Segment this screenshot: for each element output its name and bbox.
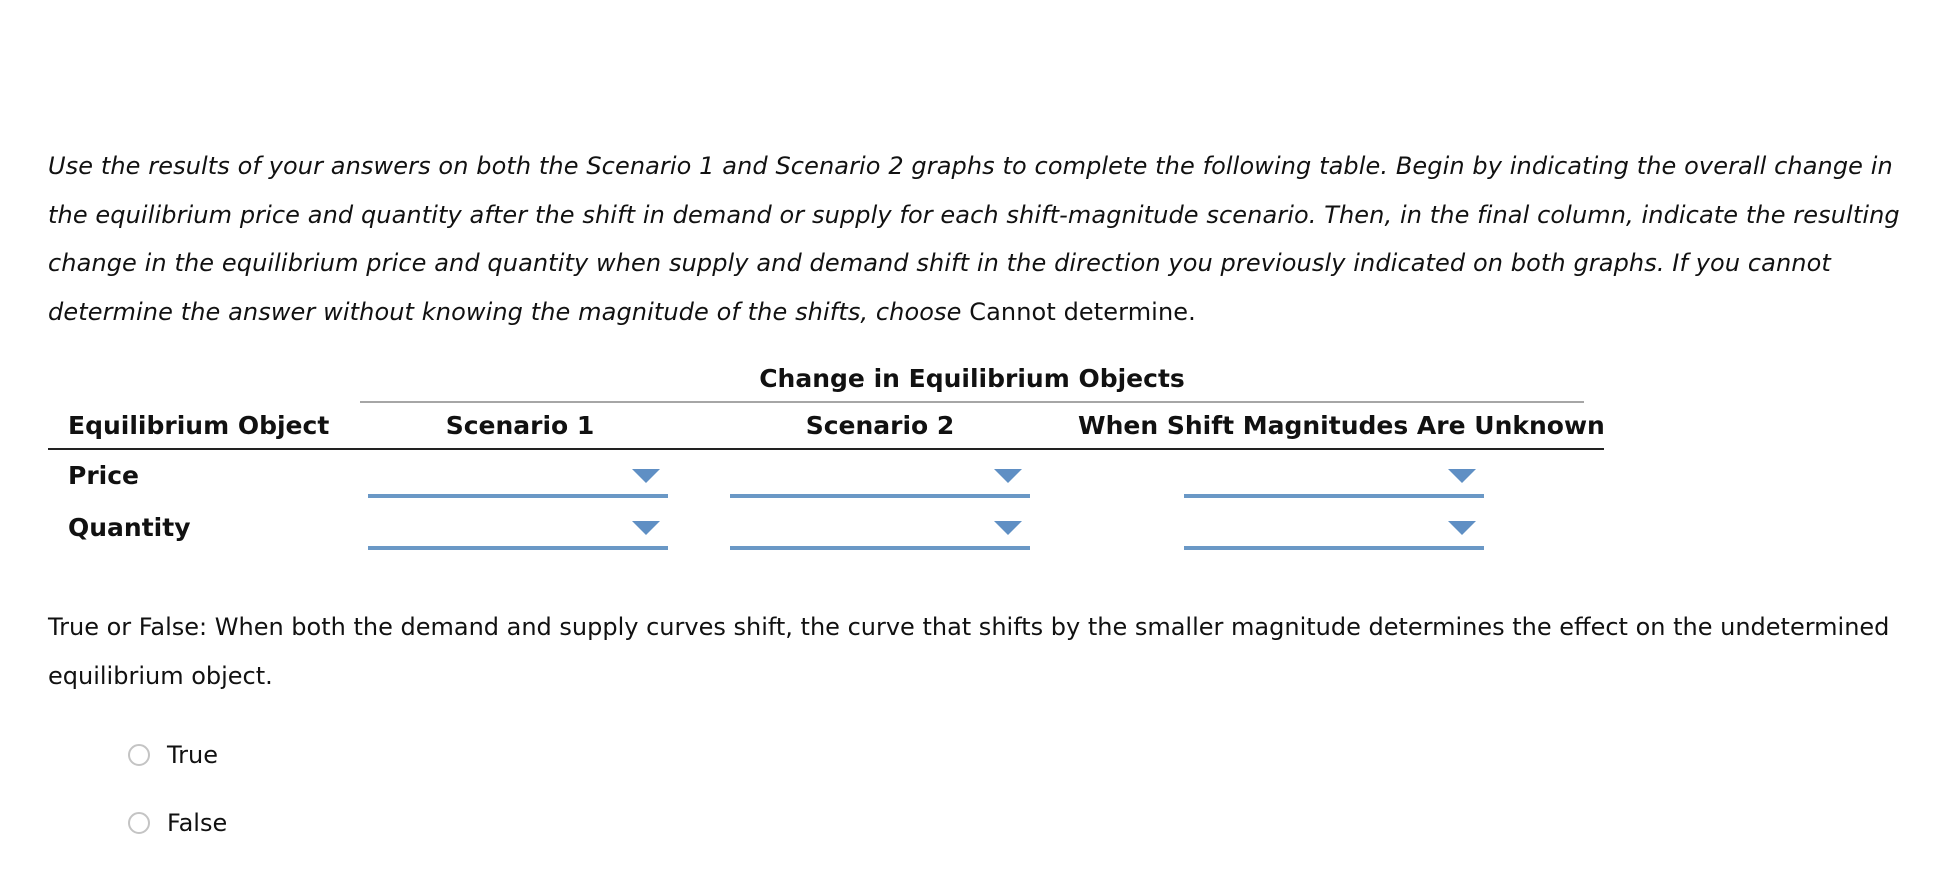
triangle-down-icon: [1448, 469, 1476, 483]
price-scenario-1-dropdown[interactable]: [368, 460, 668, 498]
quantity-scenario-2-dropdown[interactable]: [730, 512, 1030, 550]
option-false[interactable]: [128, 809, 227, 837]
radio-circle-icon[interactable]: [128, 812, 150, 834]
triangle-down-icon: [632, 521, 660, 535]
price-unknown-dropdown[interactable]: [1184, 460, 1484, 498]
equilibrium-table: [48, 0, 1608, 560]
triangle-down-icon: [1448, 521, 1476, 535]
column-header-unknown-magnitudes: When Shift Magnitudes Are Unknown: [1078, 411, 1605, 440]
instructions-italic-text: Use the results of your answers on both the Scenario 1 and Scenario 2 graphs to complete the following table. Begin by indicating the overall change in the equilibrium price and quantity after the shift in demand or supply for each shift-magnitude scenario. Then, in the final column, indicate the resulting change in the equilibrium price and quantity when supply and demand shift in the direction you previously indicated on both graphs. If you cannot determine the answer without knowing the magnitude of the shifts, choose: [48, 152, 1900, 326]
group-header-rule: [360, 401, 1584, 403]
radio-circle-icon[interactable]: [128, 744, 150, 766]
cannot-determine-term: Cannot determine: [969, 297, 1189, 326]
price-scenario-2-dropdown[interactable]: [730, 460, 1030, 498]
true-false-question: True or False: When both the demand and supply curves shift, the curve that shifts by the smaller magnitude determines the effect on the undetermined equilibrium object.: [48, 613, 1890, 690]
option-false-label: False: [167, 809, 228, 837]
triangle-down-icon: [994, 469, 1022, 483]
group-header: Change in Equilibrium Objects: [759, 364, 1185, 393]
option-true-label: True: [167, 741, 218, 769]
option-true[interactable]: [128, 741, 218, 769]
row-label-price: Price: [68, 461, 139, 490]
instructions-end-punct: .: [1188, 297, 1196, 326]
row-label-quantity: Quantity: [68, 513, 191, 542]
triangle-down-icon: [994, 521, 1022, 535]
column-header-scenario-2: Scenario 2: [805, 411, 955, 440]
header-rule: [48, 448, 1604, 450]
column-header-scenario-1: Scenario 1: [445, 411, 595, 440]
column-header-object: Equilibrium Object: [68, 411, 330, 440]
triangle-down-icon: [632, 469, 660, 483]
quantity-scenario-1-dropdown[interactable]: [368, 512, 668, 550]
quantity-unknown-dropdown[interactable]: [1184, 512, 1484, 550]
